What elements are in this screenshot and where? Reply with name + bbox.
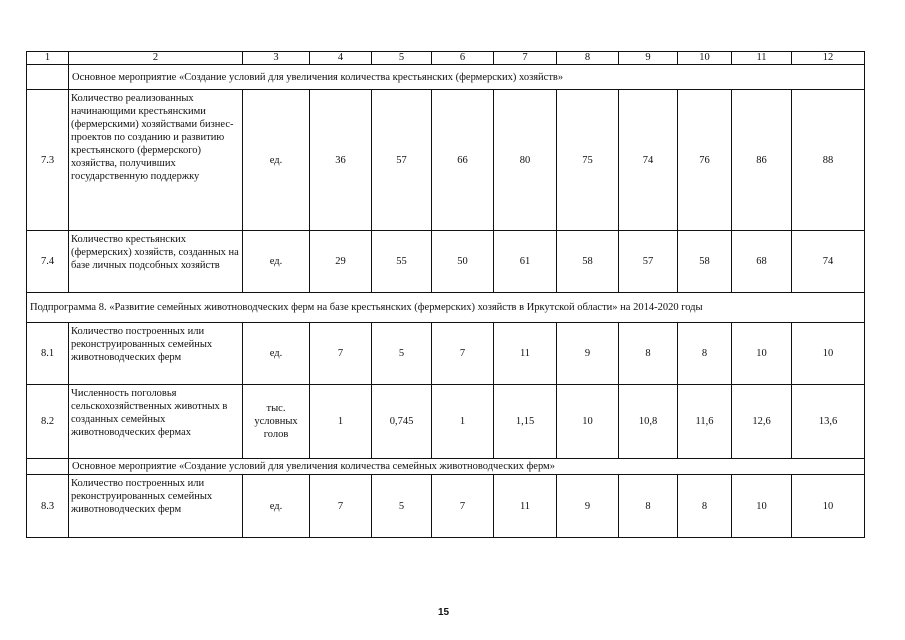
value-cell: 55 [372,231,432,293]
value-cell: 10 [557,385,619,459]
value-cell: 76 [678,90,732,231]
value-cell: 74 [619,90,678,231]
row-number: 7.4 [27,231,69,293]
value-cell: 1,15 [494,385,557,459]
value-cell: 1 [432,385,494,459]
value-cell: 7 [310,475,372,538]
indicators-table [26,51,865,538]
value-cell: 10 [732,475,792,538]
section-title: Основное мероприятие «Создание условий для увеличения количества крестьянских (фермерских) хозяйств» [69,65,865,90]
value-cell: 11 [494,323,557,385]
section-row [27,459,865,475]
row-number: 7.3 [27,90,69,231]
unit-cell: ед. [243,231,310,293]
indicator-name: Численность поголовья сельскохозяйственных животных в созданных семейных животноводческих фермах [69,385,243,459]
value-cell: 57 [619,231,678,293]
unit-cell: ед. [243,90,310,231]
value-cell: 11 [494,475,557,538]
value-cell: 5 [372,323,432,385]
value-cell: 58 [678,231,732,293]
value-cell: 61 [494,231,557,293]
value-cell: 36 [310,90,372,231]
table-row [27,323,865,385]
table-row [27,385,865,459]
section-title: Основное мероприятие «Создание условий для увеличения количества семейных животноводческих ферм» [69,459,865,475]
value-cell: 7 [310,323,372,385]
indicator-name: Количество крестьянских (фермерских) хозяйств, созданных на базе личных подсобных хозяйств [69,231,243,293]
indicator-name: Количество реализованных начинающими крестьянскими (фермерскими) хозяйствами бизнес-проектов по созданию и развитию крестьянского (фермерского) хозяйства, получивших государственную поддержку [69,90,243,231]
header-cell: 11 [732,52,792,65]
table-row [27,231,865,293]
value-cell: 8 [678,475,732,538]
value-cell: 8 [619,323,678,385]
unit-cell: тыс. условных голов [243,385,310,459]
value-cell: 50 [432,231,494,293]
value-cell: 10 [792,475,865,538]
subprogram-title: Подпрограмма 8. «Развитие семейных животноводческих ферм на базе крестьянских (фермерских) хозяйств в Иркутской области» на 2014-2020 годы [27,293,865,323]
value-cell: 88 [792,90,865,231]
value-cell: 10,8 [619,385,678,459]
value-cell: 1 [310,385,372,459]
value-cell: 74 [792,231,865,293]
header-cell: 7 [494,52,557,65]
value-cell: 7 [432,323,494,385]
header-cell: 5 [372,52,432,65]
header-cell: 10 [678,52,732,65]
indicator-name: Количество построенных или реконструированных семейных животноводческих ферм [69,475,243,538]
page-number: 15 [438,607,450,618]
value-cell: 13,6 [792,385,865,459]
value-cell: 5 [372,475,432,538]
header-cell: 1 [27,52,69,65]
table-row [27,90,865,231]
value-cell: 10 [792,323,865,385]
value-cell: 9 [557,323,619,385]
header-row [27,52,865,65]
value-cell: 66 [432,90,494,231]
header-cell: 6 [432,52,494,65]
row-number: 8.2 [27,385,69,459]
value-cell: 75 [557,90,619,231]
value-cell: 9 [557,475,619,538]
header-cell: 12 [792,52,865,65]
table-row [27,475,865,538]
value-cell: 8 [619,475,678,538]
subprogram-row [27,293,865,323]
header-cell: 3 [243,52,310,65]
row-number: 8.1 [27,323,69,385]
header-cell: 8 [557,52,619,65]
value-cell: 8 [678,323,732,385]
value-cell: 68 [732,231,792,293]
value-cell: 57 [372,90,432,231]
value-cell: 12,6 [732,385,792,459]
value-cell: 29 [310,231,372,293]
value-cell: 10 [732,323,792,385]
value-cell: 80 [494,90,557,231]
section-row [27,65,865,90]
value-cell: 58 [557,231,619,293]
unit-cell: ед. [243,475,310,538]
header-cell: 4 [310,52,372,65]
indicator-name: Количество построенных или реконструированных семейных животноводческих ферм [69,323,243,385]
header-cell: 2 [69,52,243,65]
header-cell: 9 [619,52,678,65]
value-cell: 86 [732,90,792,231]
unit-cell: ед. [243,323,310,385]
value-cell: 7 [432,475,494,538]
row-number: 8.3 [27,475,69,538]
value-cell: 0,745 [372,385,432,459]
value-cell: 11,6 [678,385,732,459]
